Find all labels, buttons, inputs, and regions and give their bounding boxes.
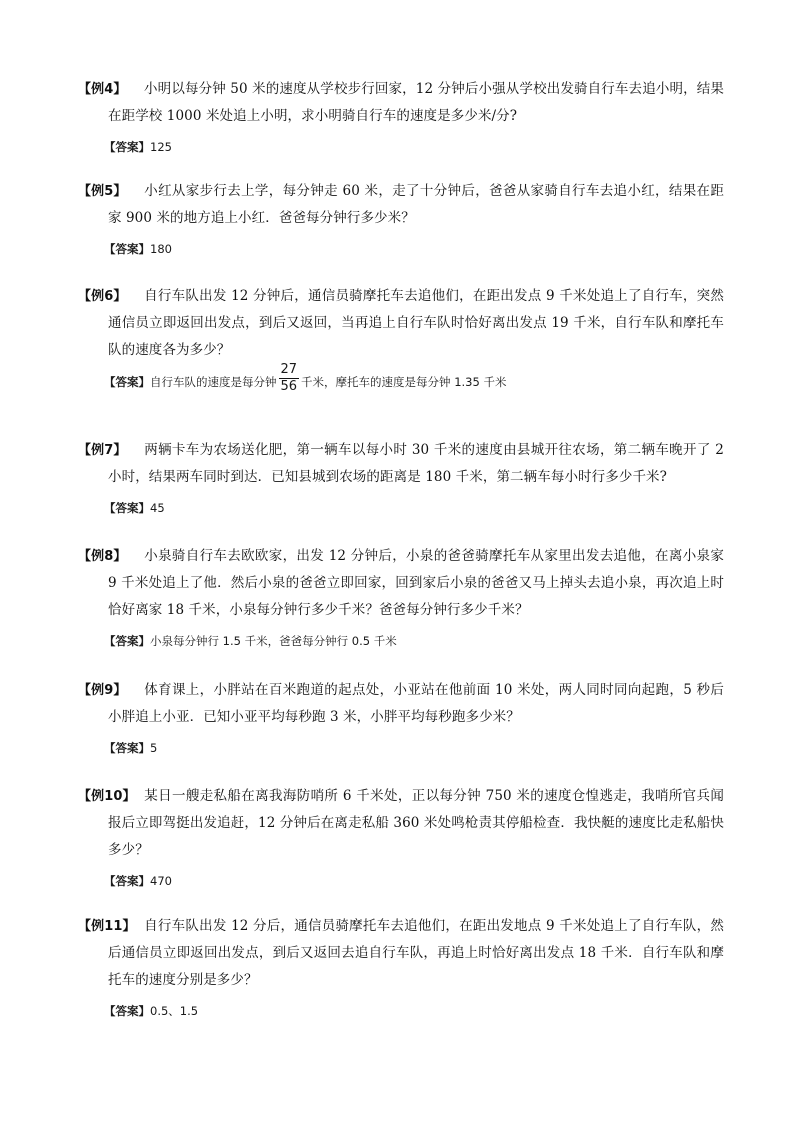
problem-11 xyxy=(78,913,724,1022)
problem-label: 【例4】 xyxy=(78,82,127,97)
problem-label: 【例7】 xyxy=(78,443,127,458)
problem-label: 【例10】 xyxy=(78,789,136,804)
problem-8 xyxy=(78,543,724,652)
problem-label: 【例11】 xyxy=(78,919,136,934)
problem-text: 小明以每分钟 50 米的速度从学校步行回家，12 分钟后小强从学校出发骑自行车去追小明，结果在距学校 1000 米处追上小明，求小明骑自行车的速度是多少米/分? xyxy=(108,81,724,124)
answer: 【答案】小泉每分钟行 1.5 千米，爸爸每分钟行 0.5 千米 xyxy=(104,634,397,648)
problem-label: 【例8】 xyxy=(78,549,127,564)
problem-text: 自行车队出发 12 分后，通信员骑摩托车去追他们，在距出发地点 9 千米处追上了自行车队，然后通信员立即返回出发点，到后又返回去追自行车队，再追上时恰好离出发点 18 千米．自行车队和摩托车的速度分别是多少？ xyxy=(108,918,724,988)
answer-value: 470 xyxy=(150,874,172,888)
answer: 【答案】5 xyxy=(104,741,158,755)
problem-label: 【例6】 xyxy=(78,289,127,304)
problem-label: 【例5】 xyxy=(78,184,127,199)
problem-4 xyxy=(78,76,724,158)
problem-10 xyxy=(78,783,724,892)
problem-5 xyxy=(78,178,724,260)
answer: 【答案】45 xyxy=(104,501,165,515)
problem-6 xyxy=(78,283,724,399)
problem-text: 小泉骑自行车去欧欧家，出发 12 分钟后，小泉的爸爸骑摩托车从家里出发去追他，在离小泉家 9 千米处追上了他．然后小泉的爸爸立即回家，回到家后小泉的爸爸又马上掉头去追小泉，再次追上时恰好离家 18 千米，小泉每分钟行多少千米？爸爸每分钟行多少千米？ xyxy=(108,548,724,618)
fraction-numerator: 27 xyxy=(280,362,298,377)
problem-text: 小红从家步行去上学，每分钟走 60 米，走了十分钟后，爸爸从家骑自行车去追小红，结果在距家 900 米的地方追上小红．爸爸每分钟行多少米？ xyxy=(108,183,724,226)
answer-value: 小泉每分钟行 1.5 千米，爸爸每分钟行 0.5 千米 xyxy=(150,634,397,648)
answer-value: 180 xyxy=(150,242,172,256)
problem-label: 【例9】 xyxy=(78,683,127,698)
problem-text: 自行车队出发 12 分钟后，通信员骑摩托车去追他们，在距出发点 9 千米处追上了自行车，突然通信员立即返回出发点，到后又返回，当再追上自行车队时恰好离出发点 19 千米，自行车队和摩托车队的速度各为多少？ xyxy=(108,288,724,358)
answer: 【答案】自行车队的速度是每分钟 $\frac{27}{56}$ 千米，摩托车的速度是每分钟 1.35 千米 xyxy=(104,362,507,394)
fraction xyxy=(279,362,300,395)
answer-value: 45 xyxy=(150,501,165,515)
problem-text: 体育课上，小胖站在百米跑道的起点处，小亚站在他前面 10 米处，两人同时同向起跑，5 秒后小胖追上小亚．已知小亚平均每秒跑 3 米，小胖平均每秒跑多少米？ xyxy=(108,682,724,725)
answer: 【答案】0.5、1.5 xyxy=(104,1004,199,1018)
problem-text: 某日一艘走私船在离我海防哨所 6 千米处，正以每分钟 750 米的速度仓惶逃走，我哨所官兵闻报后立即驾挺出发追赶，12 分钟后在离走私船 360 米处鸣枪责其停船检查．我快艇的速度比走私船快多少？ xyxy=(108,788,724,858)
problem-7 xyxy=(78,437,724,519)
answer-value: 125 xyxy=(150,140,172,154)
fraction-denominator: 56 xyxy=(280,379,298,394)
problem-text: 两辆卡车为农场送化肥，第一辆车以每小时 30 千米的速度由县城开往农场，第二辆车晚开了 2 小时，结果两车同时到达．已知县城到农场的距离是 180 千米，第二辆车每小时行多少千米? xyxy=(108,442,724,485)
answer: 【答案】470 xyxy=(104,874,172,888)
answer: 【答案】125 xyxy=(104,140,172,154)
answer: 【答案】180 xyxy=(104,242,172,256)
answer-value: 5 xyxy=(150,741,158,755)
answer-value: 0.5、1.5 xyxy=(150,1004,199,1018)
problem-9 xyxy=(78,677,724,759)
